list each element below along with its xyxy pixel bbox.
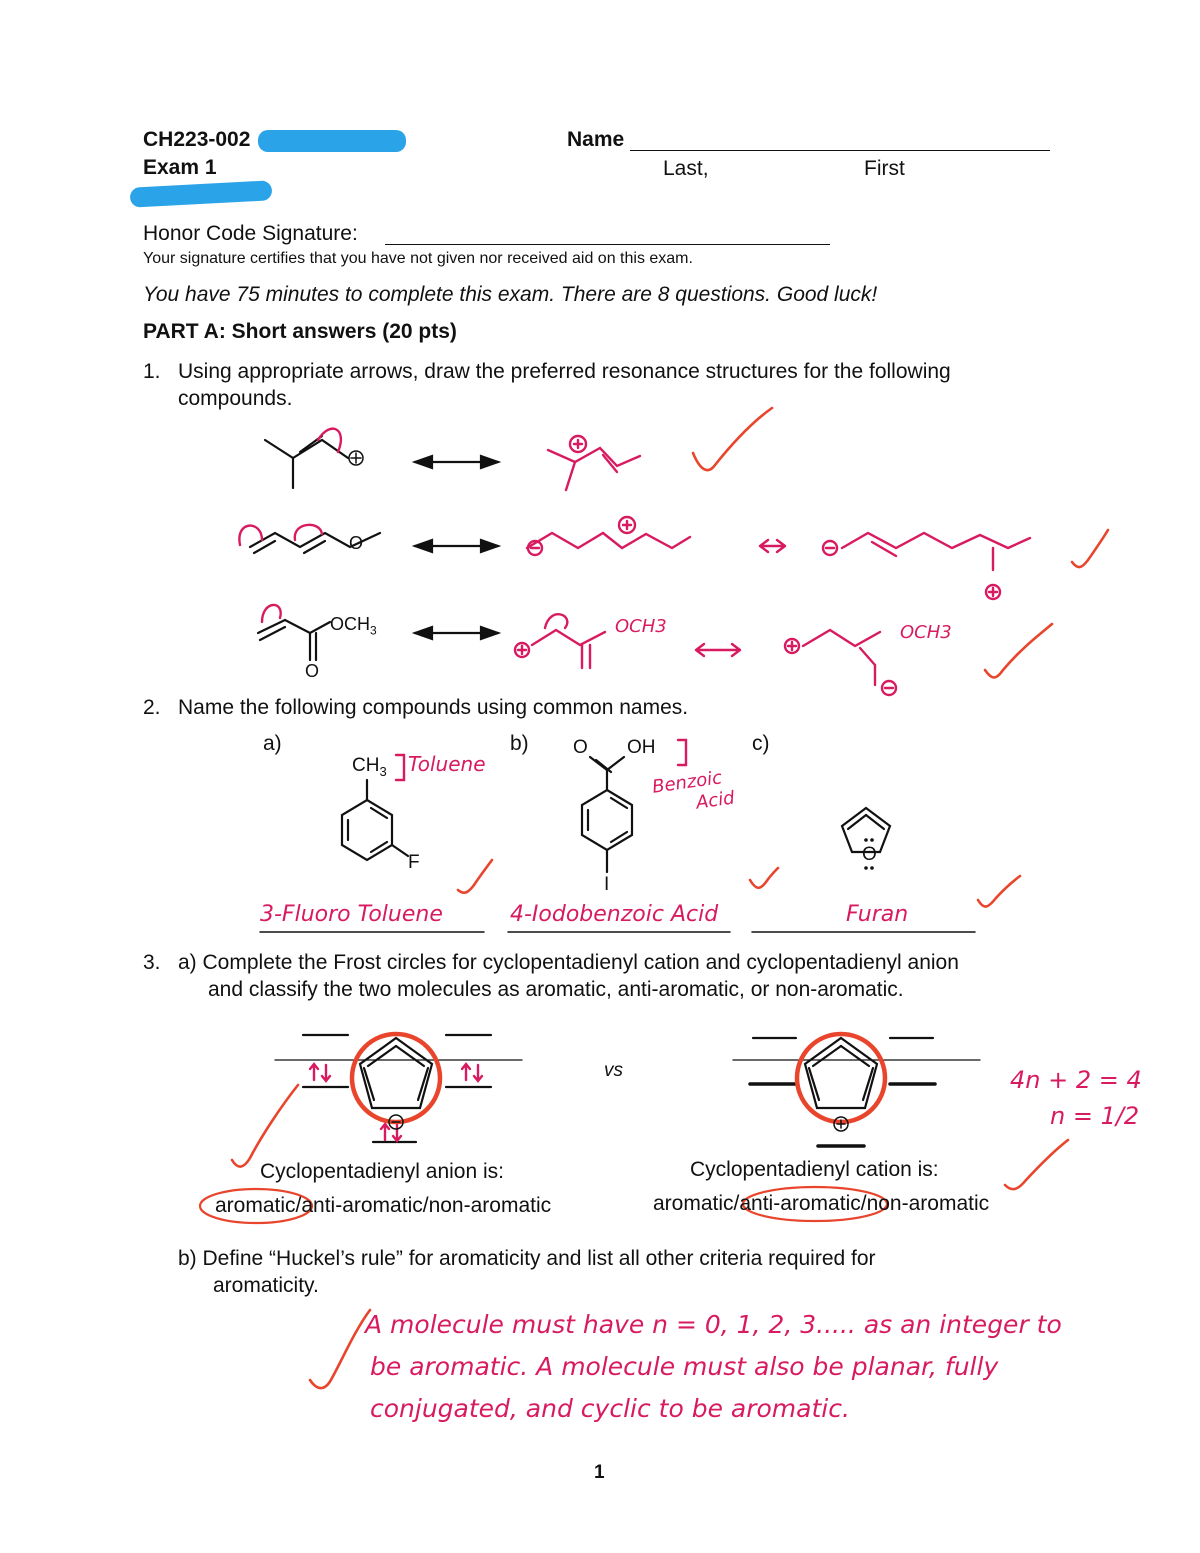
honor-label: Honor Code Signature: (143, 222, 358, 245)
answer-b[interactable]: 4-Iodobenzoic Acid (510, 902, 719, 927)
ether-oxygen: O (349, 533, 364, 553)
q3b-text-cont: aromaticity. (213, 1274, 319, 1297)
q2-text: Name the following compounds using common names. (178, 696, 689, 719)
ester-label: $OCH_3$ (330, 614, 377, 638)
q3a-text: a) Complete the Frost circles for cyclopentadienyl cation and cyclopentadienyl anion (178, 951, 959, 974)
acid-oxygen: O (573, 737, 588, 758)
q2-label-a: a) (263, 732, 282, 755)
hw-acid-note: Acid (694, 787, 736, 814)
anion-title: Cyclopentadienyl anion is: (260, 1160, 504, 1183)
hw-toluene-note: Toluene (408, 752, 486, 776)
q1-text-cont: compounds. (178, 387, 293, 410)
q1-number: 1. (143, 360, 161, 383)
q3b-text: b) Define “Huckel’s rule” for aromaticity and list all other criteria required for (178, 1247, 876, 1270)
q2-label-c: c) (752, 732, 770, 755)
anion-options[interactable]: aromatic/anti-aromatic/non-aromatic (215, 1194, 552, 1217)
carbonyl-oxygen: O (305, 661, 320, 681)
q1-text: Using appropriate arrows, draw the preferred resonance structures for the following (178, 360, 951, 383)
cation-title: Cyclopentadienyl cation is: (690, 1158, 939, 1181)
q3a-text-cont: and classify the two molecules as aromatic, anti-aromatic, or non-aromatic. (208, 978, 904, 1001)
furan-oxygen: O (862, 844, 877, 865)
methyl-label: $CH_3$ (352, 755, 387, 779)
q2-number: 2. (143, 696, 161, 719)
hw-equation-2: n = 1/2 (1050, 1102, 1140, 1130)
hw-answer-line-3[interactable]: conjugated, and cyclic to be aromatic. (370, 1394, 850, 1423)
page-number: 1 (594, 1462, 605, 1483)
first-label: First (864, 157, 905, 180)
q3-number: 3. (143, 951, 161, 974)
vs-label: vs (604, 1060, 623, 1081)
part-a-title: PART A: Short answers (20 pts) (143, 320, 457, 343)
last-label: Last, (663, 157, 709, 180)
instructions: You have 75 minutes to complete this exam. There are 8 questions. Good luck! (143, 283, 878, 306)
exam-title: Exam 1 (143, 156, 217, 179)
hw-och3-1: OCH3 (615, 616, 667, 637)
answer-c[interactable]: Furan (846, 902, 909, 927)
hw-benzoic-note: Benzoic (650, 767, 724, 798)
iodine-label: I (604, 874, 610, 895)
hw-equation-1: 4n + 2 = 4 (1010, 1066, 1142, 1094)
course-code: CH223-002 (143, 128, 251, 151)
q2-label-b: b) (510, 732, 529, 755)
hw-answer-line-2[interactable]: be aromatic. A molecule must also be planar, fully (370, 1352, 999, 1381)
honor-note: Your signature certifies that you have not given nor received aid on this exam. (143, 250, 693, 267)
name-label: Name (567, 128, 625, 151)
hw-answer-line-1[interactable]: A molecule must have n = 0, 1, 2, 3..... as an integer to (365, 1310, 1062, 1339)
acid-oh: OH (627, 737, 656, 758)
answer-a[interactable]: 3-Fluoro Toluene (260, 902, 443, 927)
hw-och3-2: OCH3 (900, 622, 952, 643)
cation-options[interactable]: aromatic/anti-aromatic/non-aromatic (653, 1192, 990, 1215)
fluorine-label: F (408, 852, 420, 873)
